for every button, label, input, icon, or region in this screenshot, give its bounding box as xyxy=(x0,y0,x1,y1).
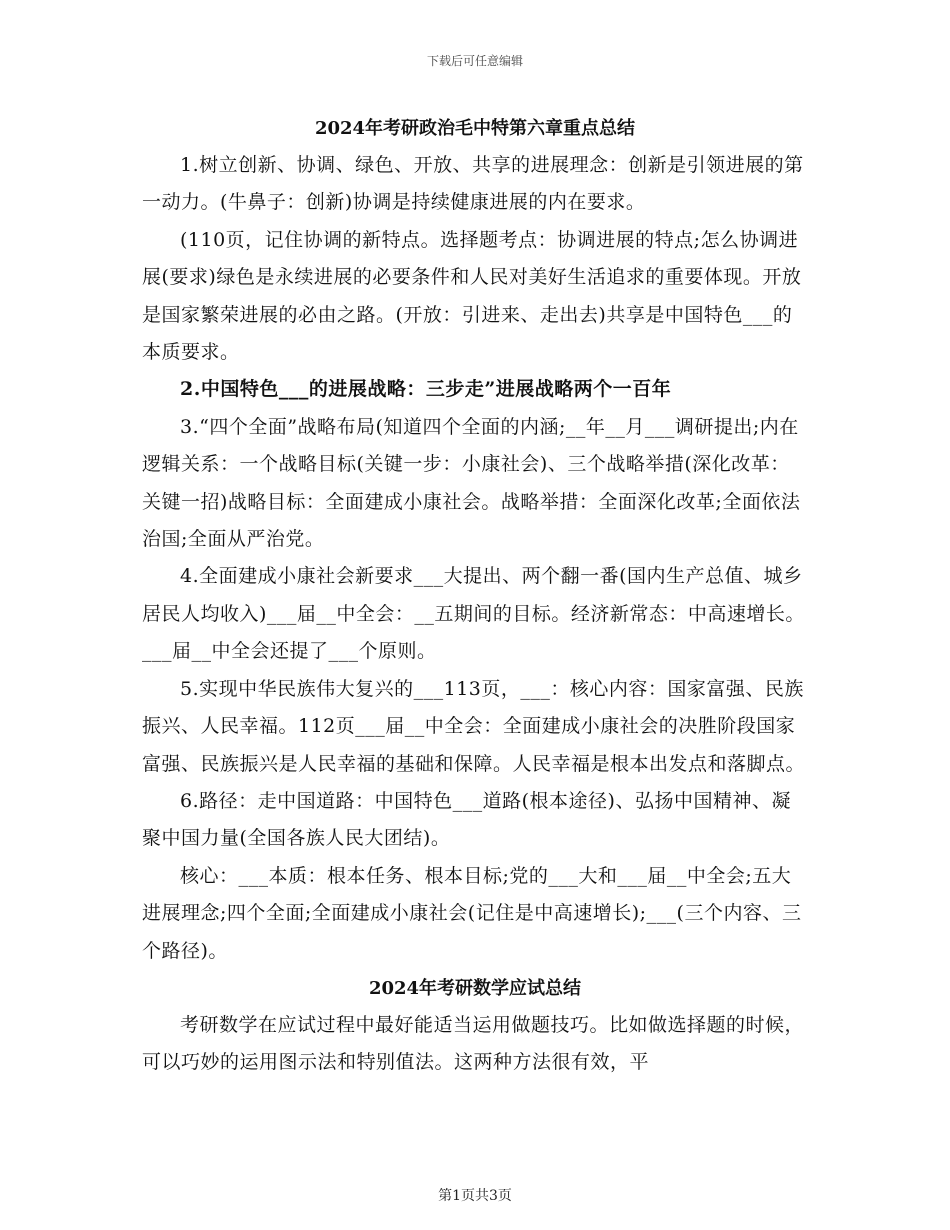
paragraph: 3.“四个全面”战略布局(知道四个全面的内涵;__年__月___调研提出;内在逻辑关系：一个战略目标(关键一步：小康社会)、三个战略举措(深化改革：关键一招)战略目标：全面建成小康社会。战略举措：全面深化改革;全面依法治国;全面从严治党。 xyxy=(142,415,801,551)
paragraph: 4.全面建成小康社会新要求___大提出、两个翻一番(国内生产总值、城乡居民人均收入)___届__中全会：__五期间的目标。经济新常态：中高速增长。___届__中全会还提了___个原则。 xyxy=(142,565,805,663)
paragraph: 6.路径：走中国道路：中国特色___道路(根本途径)、弘扬中国精神、凝聚中国力量(全国各族人民大团结)。 xyxy=(142,789,791,850)
page-footer: 第1页共3页 xyxy=(438,1188,512,1204)
paragraph: 考研数学在应试过程中最好能适当运用做题技巧。比如做选择题的时候，可以巧妙的运用图示法和特别值法。这两种方法很有效，平 xyxy=(142,1013,805,1074)
paragraph: 核心：___本质：根本任务、根本目标;党的___大和___届__中全会;五大进展理念;四个全面;全面建成小康社会(记住是中高速增长);___(三个内容、三个路径)。 xyxy=(142,864,802,962)
page-header: 下载后可任意编辑 xyxy=(426,54,523,68)
doc-title-math: 2024年考研数学应试总结 xyxy=(368,977,582,999)
paragraph: 1.树立创新、协调、绿色、开放、共享的进展理念：创新是引领进展的第一动力。(牛鼻子：创新)协调是持续健康进展的内在要求。 xyxy=(142,154,804,214)
paragraph: 5.实现中华民族伟大复兴的___113页，___：核心内容：国家富强、民族振兴、人民幸福。112页___届__中全会：全面建成小康社会的决胜阶段国家富强、民族振兴是人民幸福的基础和保障。人民幸福是根本出发点和落脚点。 xyxy=(142,677,806,775)
paragraph: (110页，记住协调的新特点。选择题考点：协调进展的特点;怎么协调进展(要求)绿色是永续进展的必要条件和人民对美好生活追求的重要体现。开放是国家繁荣进展的必由之路。(开放：引进来、走出去)共享是中国特色___的本质要求。 xyxy=(142,228,802,364)
doc-title-politics: 2024年考研政治毛中特第六章重点总结 xyxy=(314,118,636,139)
bold-paragraph: 2.中国特色___的进展战略：三步走”进展战略两个一百年 xyxy=(180,378,672,401)
document-body xyxy=(142,110,808,1082)
